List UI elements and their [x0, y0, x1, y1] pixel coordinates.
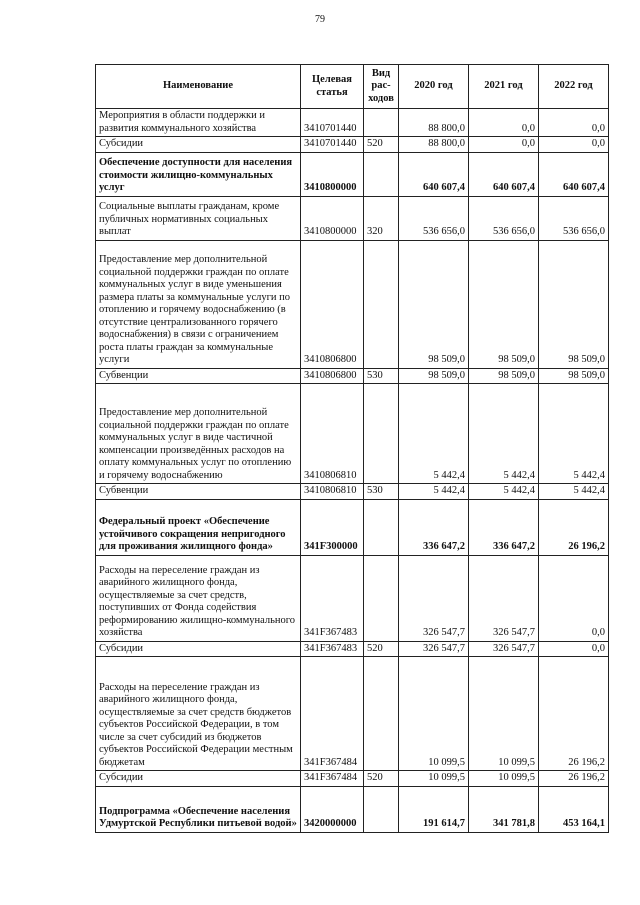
row-value-2022: 98 509,0	[539, 240, 609, 368]
row-name: Социальные выплаты гражданам, кроме публичных нормативных социальных выплат	[96, 196, 301, 240]
row-name: Субвенции	[96, 368, 301, 384]
row-target-code: 3410701440	[301, 137, 364, 153]
row-target-code: 3410806810	[301, 484, 364, 500]
row-value-2020: 10 099,5	[399, 657, 469, 771]
row-expense-kind	[364, 499, 399, 555]
row-value-2020: 10 099,5	[399, 771, 469, 787]
row-name: Обеспечение доступности для населения стоимости жилищно-коммунальных услуг	[96, 152, 301, 196]
row-value-2022: 453 164,1	[539, 786, 609, 832]
row-value-2020: 536 656,0	[399, 196, 469, 240]
row-target-code: 341F367483	[301, 641, 364, 657]
table-row	[96, 109, 609, 137]
row-value-2021: 98 509,0	[469, 240, 539, 368]
row-target-code: 341F367483	[301, 555, 364, 641]
row-expense-kind	[364, 555, 399, 641]
row-value-2022: 98 509,0	[539, 368, 609, 384]
table-row	[96, 137, 609, 153]
row-value-2021: 98 509,0	[469, 368, 539, 384]
table-row	[96, 641, 609, 657]
row-name: Субсидии	[96, 771, 301, 787]
row-name: Расходы на переселение граждан из аварийного жилищного фонда, осуществляемые за счет средств, поступивших от Фонда содействия реформированию жилищно-коммунального хозяйства	[96, 555, 301, 641]
row-target-code: 341F367484	[301, 657, 364, 771]
row-target-code: 3410806810	[301, 384, 364, 484]
row-expense-kind: 320	[364, 196, 399, 240]
row-expense-kind	[364, 384, 399, 484]
row-value-2020: 326 547,7	[399, 641, 469, 657]
row-name: Предоставление мер дополнительной социальной поддержки граждан по оплате коммунальных услуг в виде уменьшения размера платы за коммунальные услуги по отоплению и горячему водоснабжению (в отсутствие централизованного горячего водоснабжения) в связи с ограничением роста платы граждан за коммунальные услуги	[96, 240, 301, 368]
row-target-code: 3410800000	[301, 152, 364, 196]
table-row	[96, 152, 609, 196]
row-value-2021: 326 547,7	[469, 641, 539, 657]
row-name: Субсидии	[96, 641, 301, 657]
row-target-code: 3410701440	[301, 109, 364, 137]
row-value-2021: 10 099,5	[469, 771, 539, 787]
row-value-2022: 0,0	[539, 137, 609, 153]
row-value-2020: 326 547,7	[399, 555, 469, 641]
row-name: Субвенции	[96, 484, 301, 500]
row-value-2021: 10 099,5	[469, 657, 539, 771]
header-name: Наименование	[96, 65, 301, 109]
row-name: Подпрограмма «Обеспечение населения Удмуртской Республики питьевой водой»	[96, 786, 301, 832]
header-target: Целевая статья	[301, 65, 364, 109]
table-row	[96, 196, 609, 240]
table-row	[96, 368, 609, 384]
row-expense-kind: 520	[364, 137, 399, 153]
row-expense-kind	[364, 109, 399, 137]
row-value-2022: 536 656,0	[539, 196, 609, 240]
row-value-2022: 5 442,4	[539, 484, 609, 500]
row-value-2022: 0,0	[539, 109, 609, 137]
table-row	[96, 657, 609, 771]
row-value-2021: 5 442,4	[469, 384, 539, 484]
budget-table	[95, 64, 609, 833]
row-value-2022: 26 196,2	[539, 657, 609, 771]
row-value-2021: 536 656,0	[469, 196, 539, 240]
row-value-2020: 88 800,0	[399, 109, 469, 137]
header-2022: 2022 год	[539, 65, 609, 109]
row-name: Федеральный проект «Обеспечение устойчивого сокращения непригодного для проживания жилищного фонда»	[96, 499, 301, 555]
row-target-code: 3410800000	[301, 196, 364, 240]
row-value-2022: 0,0	[539, 641, 609, 657]
row-expense-kind	[364, 152, 399, 196]
row-value-2021: 5 442,4	[469, 484, 539, 500]
row-value-2020: 640 607,4	[399, 152, 469, 196]
row-value-2021: 640 607,4	[469, 152, 539, 196]
row-target-code: 3420000000	[301, 786, 364, 832]
row-value-2020: 98 509,0	[399, 240, 469, 368]
row-value-2022: 640 607,4	[539, 152, 609, 196]
row-value-2020: 98 509,0	[399, 368, 469, 384]
row-value-2022: 26 196,2	[539, 499, 609, 555]
row-value-2021: 0,0	[469, 109, 539, 137]
row-target-code: 341F367484	[301, 771, 364, 787]
row-value-2021: 326 547,7	[469, 555, 539, 641]
header-2021: 2021 год	[469, 65, 539, 109]
header-kind: Вид рас- ходов	[364, 65, 399, 109]
table-row	[96, 786, 609, 832]
row-value-2020: 5 442,4	[399, 384, 469, 484]
row-name: Мероприятия в области поддержки и развития коммунального хозяйства	[96, 109, 301, 137]
row-expense-kind	[364, 240, 399, 368]
table-row	[96, 384, 609, 484]
header-row	[96, 65, 609, 109]
row-value-2020: 336 647,2	[399, 499, 469, 555]
row-name: Предоставление мер дополнительной социальной поддержки граждан по оплате коммунальных услуг в виде частичной компенсации произведённых расходов на оплату коммунальных услуг по отоплению и горячему водоснабжению	[96, 384, 301, 484]
row-target-code: 3410806800	[301, 368, 364, 384]
table-row	[96, 240, 609, 368]
table-row	[96, 555, 609, 641]
row-value-2022: 0,0	[539, 555, 609, 641]
page-number: 79	[315, 14, 325, 25]
row-value-2021: 341 781,8	[469, 786, 539, 832]
row-target-code: 341F300000	[301, 499, 364, 555]
row-name: Субсидии	[96, 137, 301, 153]
row-name: Расходы на переселение граждан из аварийного жилищного фонда, осуществляемые за счет средств бюджетов субъектов Российской Федерации, в том числе за счет субсидий из бюджетов субъектов Российской Федерации местным бюджетам	[96, 657, 301, 771]
row-expense-kind: 530	[364, 484, 399, 500]
row-value-2021: 336 647,2	[469, 499, 539, 555]
row-value-2020: 191 614,7	[399, 786, 469, 832]
table-row	[96, 484, 609, 500]
row-expense-kind: 530	[364, 368, 399, 384]
row-value-2022: 5 442,4	[539, 384, 609, 484]
row-expense-kind	[364, 657, 399, 771]
table-row	[96, 771, 609, 787]
row-target-code: 3410806800	[301, 240, 364, 368]
row-value-2022: 26 196,2	[539, 771, 609, 787]
row-value-2021: 0,0	[469, 137, 539, 153]
row-expense-kind: 520	[364, 641, 399, 657]
row-expense-kind: 520	[364, 771, 399, 787]
row-value-2020: 88 800,0	[399, 137, 469, 153]
header-2020: 2020 год	[399, 65, 469, 109]
row-value-2020: 5 442,4	[399, 484, 469, 500]
table-row	[96, 499, 609, 555]
row-expense-kind	[364, 786, 399, 832]
